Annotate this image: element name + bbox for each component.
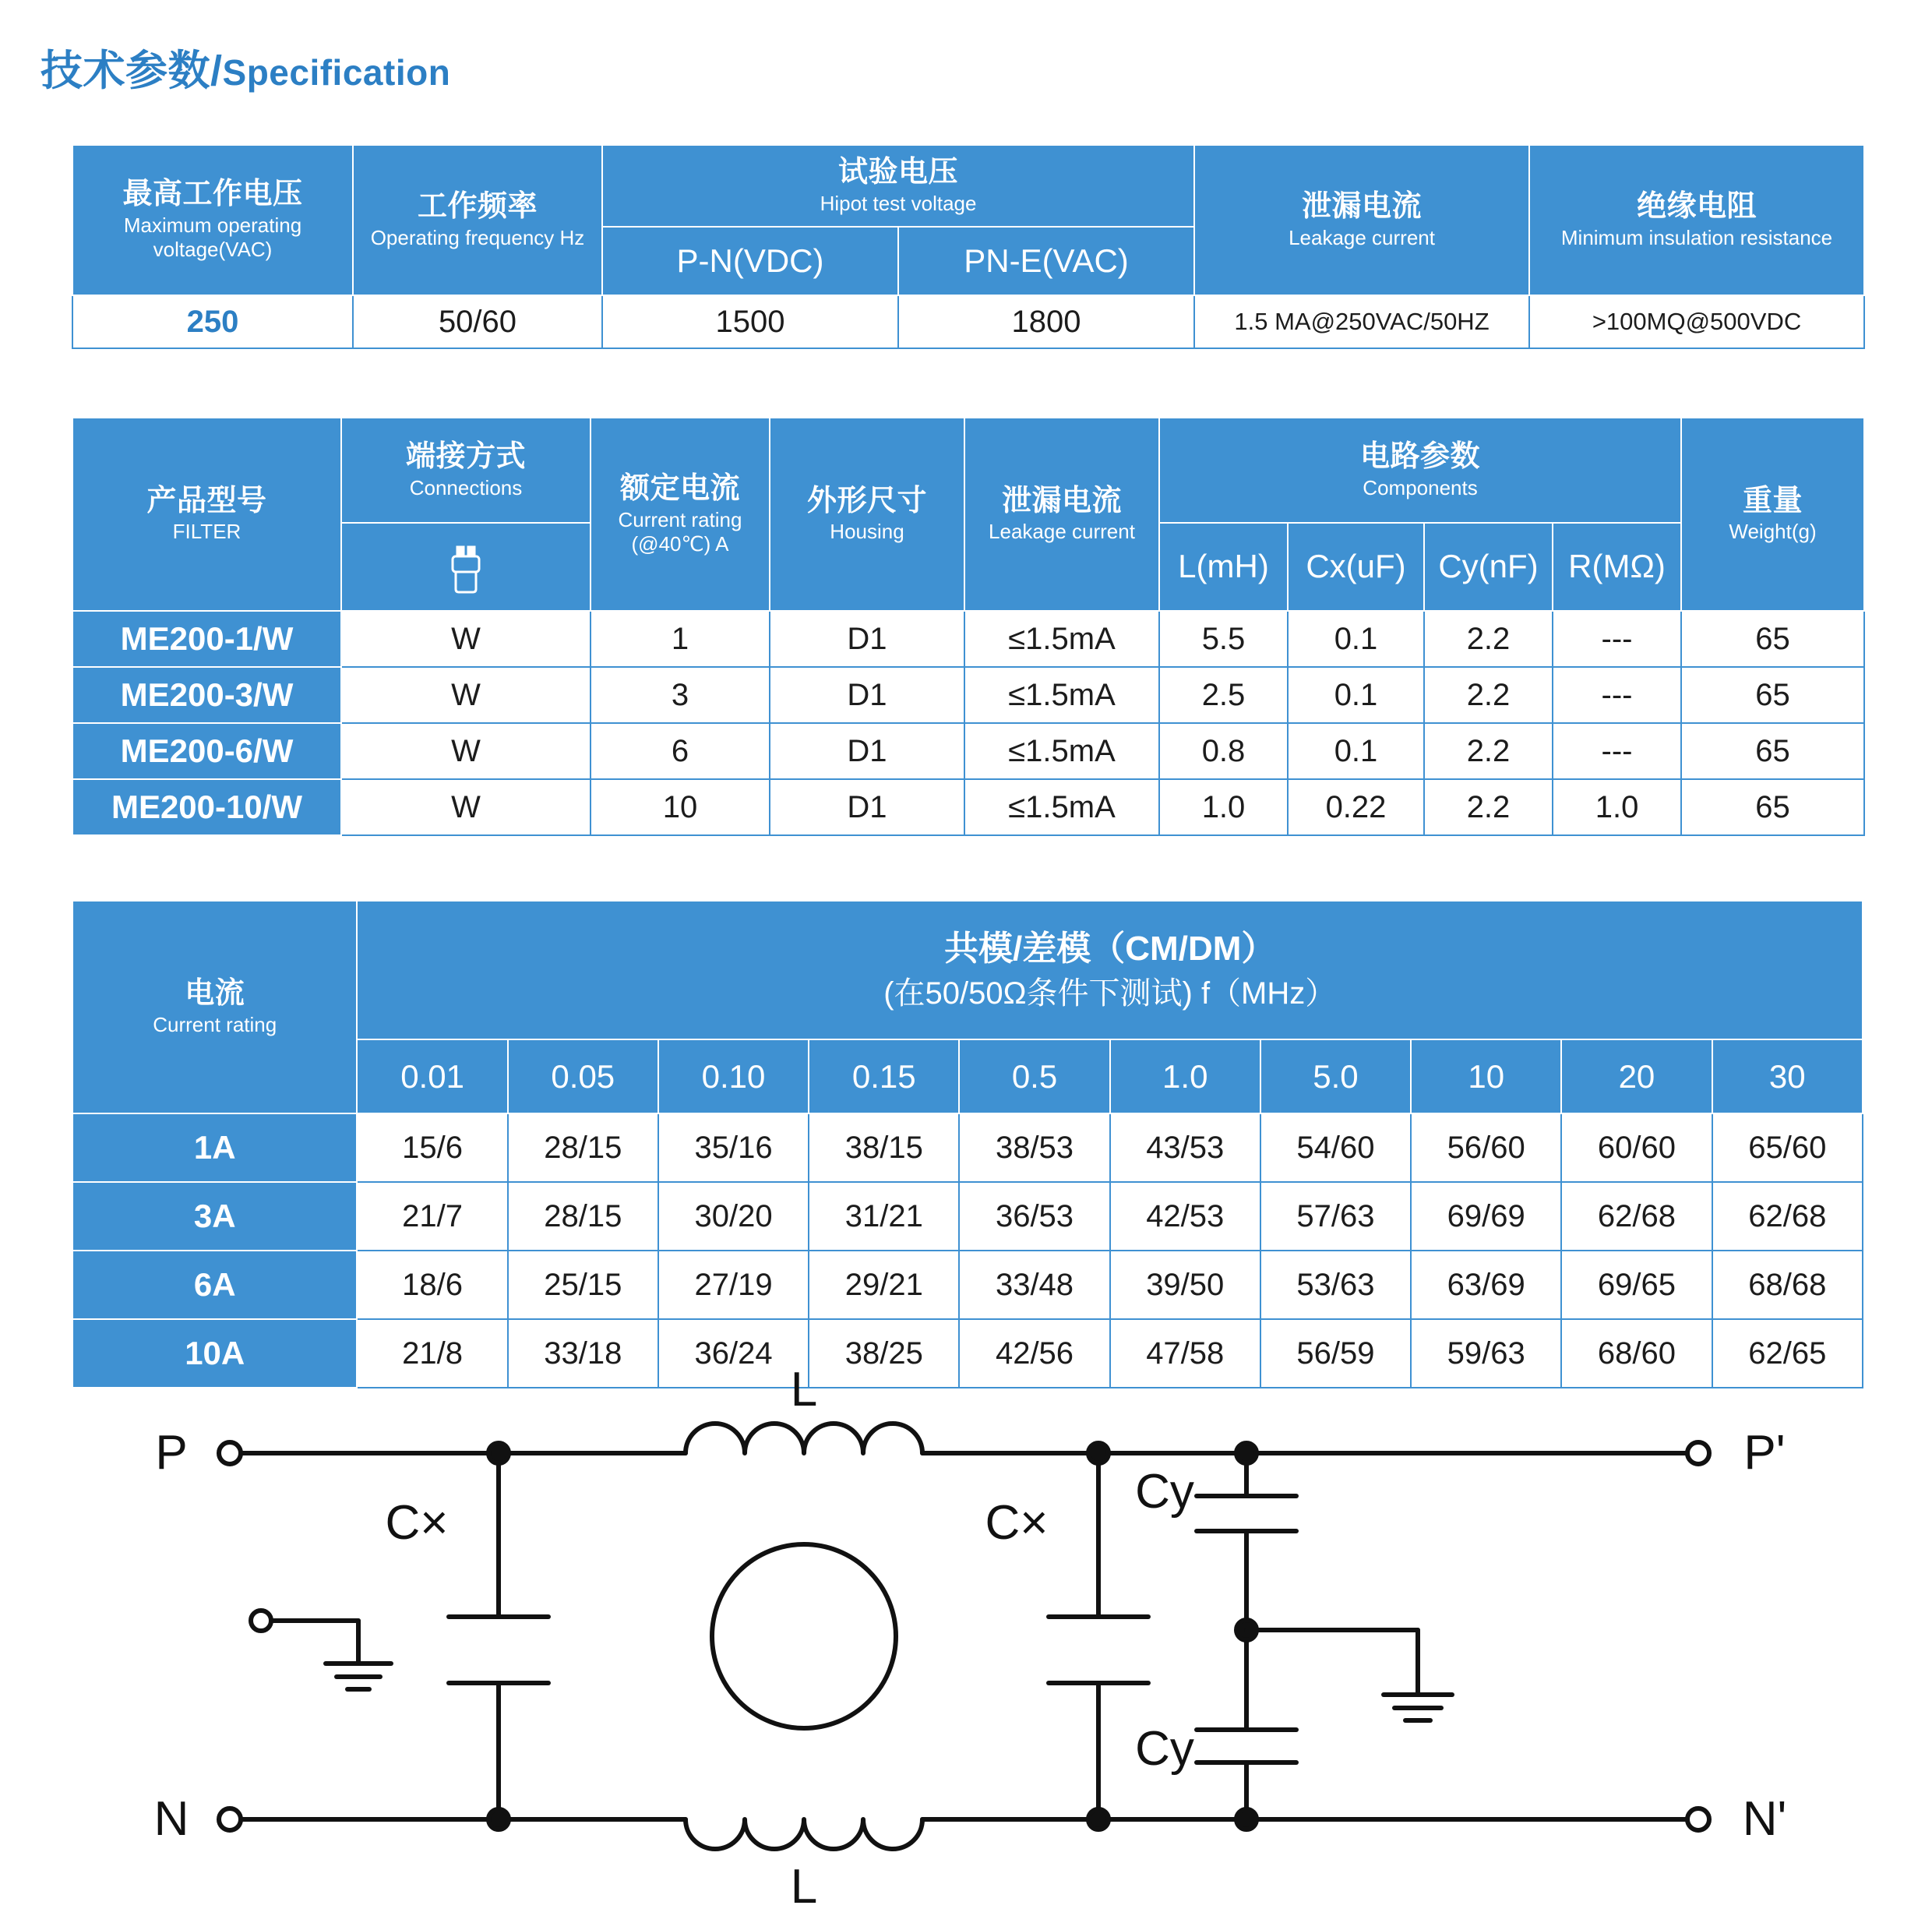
cell-weight: 65 [1681,779,1864,835]
header-housing-en: Housing [830,520,904,544]
header-frequency [353,145,602,295]
table-row [72,1319,1863,1388]
header-weight-cn: 重量 [1743,484,1803,517]
header-r-label: R(MΩ) [1568,548,1666,585]
header-attenuation-current-en: Current rating [153,1012,277,1036]
header-components-en: Components [1363,475,1478,499]
cell-current-label: 1A [72,1113,357,1182]
cell-l: 0.8 [1159,723,1288,779]
electrical-spec-table-wrapper [72,144,1865,349]
junction-dot [488,1443,509,1463]
header-connections [341,418,591,523]
cell-attenuation: 42/56 [959,1319,1109,1388]
header-leakage-current-en: Leakage current [989,520,1135,544]
header-weight [1681,418,1864,611]
header-current-rating-en: Current rating (@40℃) A [618,507,742,556]
page-title-en: Specification [222,52,451,93]
header-r [1553,523,1681,611]
cell-attenuation: 33/48 [959,1251,1109,1319]
cell-attenuation: 25/15 [508,1251,658,1319]
cell-current: 10 [591,779,770,835]
label-p-out: P' [1743,1426,1786,1480]
cell-attenuation: 59/63 [1411,1319,1561,1388]
cell-leakage: ≤1.5mA [964,779,1159,835]
cell-housing: D1 [770,611,964,667]
header-housing-cn: 外形尺寸 [806,484,927,517]
circuit-schematic [140,1363,1792,1914]
header-hipot-pne [898,227,1194,295]
terminal-n-in [219,1808,241,1830]
header-freq-9: 30 [1712,1039,1863,1113]
cell-attenuation: 57/63 [1260,1182,1411,1251]
header-leakage [1194,145,1529,295]
header-hipot-cn: 试验电压 [838,156,959,189]
model-table [72,417,1865,836]
label-cy-top: Cy [1135,1465,1194,1519]
cell-attenuation: 29/21 [809,1251,959,1319]
terminal-p-in [219,1442,241,1464]
cell-attenuation: 62/68 [1712,1182,1863,1251]
value-hipot-pne: 1800 [898,295,1194,348]
header-frequency-cn: 工作频率 [417,190,538,224]
header-hipot-pn-label: P-N(VDC) [676,242,824,279]
plug-icon [342,544,590,595]
attenuation-table [72,900,1863,1388]
terminal-earth-left [251,1611,271,1631]
cell-housing: D1 [770,723,964,779]
header-freq-3: 0.15 [809,1039,959,1113]
electrical-spec-table [72,144,1865,349]
header-components [1159,418,1681,523]
table-row [72,1182,1863,1251]
cell-attenuation: 27/19 [658,1251,809,1319]
header-cmdm-title [357,901,1863,1039]
cell-current: 6 [591,723,770,779]
cell-connection: W [341,723,591,779]
header-cx [1288,523,1424,611]
header-weight-en: Weight(g) [1729,520,1817,544]
header-hipot-pne-label: PN-E(VAC) [964,242,1129,279]
header-cy [1424,523,1553,611]
page-title [41,37,450,97]
cell-attenuation: 63/69 [1411,1251,1561,1319]
label-l-top: L [790,1363,818,1417]
header-freq-2: 0.10 [658,1039,809,1113]
cell-attenuation: 15/6 [357,1113,507,1182]
cell-attenuation: 47/58 [1110,1319,1260,1388]
header-insulation-cn: 绝缘电阻 [1637,190,1757,224]
page-title-cn: 技术参数 [41,48,210,94]
cell-current-label: 10A [72,1319,357,1388]
cell-attenuation: 30/20 [658,1182,809,1251]
cell-attenuation: 68/68 [1712,1251,1863,1319]
value-leakage: 1.5 MA@250VAC/50HZ [1194,295,1529,348]
header-max-voltage-en: Maximum operating voltage(VAC) [123,213,302,262]
header-freq-5: 1.0 [1110,1039,1260,1113]
junction-dot [1236,1809,1257,1829]
cell-attenuation: 42/53 [1110,1182,1260,1251]
header-cmdm-line2: (在50/50Ω条件下测试) f（MHz） [883,976,1337,1011]
header-model-cn: 产品型号 [146,484,267,517]
cell-attenuation: 56/60 [1411,1113,1561,1182]
header-freq-7: 10 [1411,1039,1561,1113]
cell-attenuation: 68/60 [1561,1319,1712,1388]
cell-weight: 65 [1681,667,1864,723]
header-insulation-en: Minimum insulation resistance [1560,225,1833,249]
cell-r: --- [1553,611,1681,667]
cell-attenuation: 36/24 [658,1319,809,1388]
header-leakage-current [964,418,1159,611]
label-cx-left: C× [385,1496,449,1550]
header-connections-en: Connections [409,475,523,499]
cell-l: 2.5 [1159,667,1288,723]
cell-attenuation: 21/8 [357,1319,507,1388]
header-connections-cn: 端接方式 [405,440,526,474]
header-attenuation-current [72,901,357,1113]
cell-cx: 0.22 [1288,779,1424,835]
header-freq-0: 0.01 [357,1039,507,1113]
cell-attenuation: 38/25 [809,1319,959,1388]
header-freq-8: 20 [1561,1039,1712,1113]
header-components-cn: 电路参数 [1360,440,1481,474]
header-cx-label: Cx(uF) [1306,548,1406,585]
cell-l: 5.5 [1159,611,1288,667]
header-hipot-pn [602,227,898,295]
value-max-voltage: 250 [72,295,353,348]
cell-connection: W [341,611,591,667]
label-n-in: N [153,1792,189,1846]
value-hipot-pn: 1500 [602,295,898,348]
cell-connection: W [341,667,591,723]
cell-attenuation: 69/65 [1561,1251,1712,1319]
cell-attenuation: 21/7 [357,1182,507,1251]
cell-attenuation: 28/15 [508,1182,658,1251]
terminal-p-out [1687,1442,1709,1464]
header-max-voltage-cn: 最高工作电压 [122,178,303,211]
cell-r: --- [1553,667,1681,723]
cell-attenuation: 18/6 [357,1251,507,1319]
header-leakage-cn: 泄漏电流 [1302,190,1423,224]
value-frequency: 50/60 [353,295,602,348]
value-insulation: >100MQ@500VDC [1529,295,1864,348]
cell-housing: D1 [770,779,964,835]
label-cy-bottom: Cy [1135,1722,1194,1776]
cell-attenuation: 69/69 [1411,1182,1561,1251]
cell-attenuation: 62/68 [1561,1182,1712,1251]
model-table-wrapper [72,417,1865,836]
label-l-bottom: L [790,1860,818,1914]
header-freq-6: 5.0 [1260,1039,1411,1113]
cell-attenuation: 60/60 [1561,1113,1712,1182]
cell-leakage: ≤1.5mA [964,723,1159,779]
header-attenuation-current-cn: 电流 [185,977,245,1011]
label-p-in: P [155,1426,188,1480]
cell-r: --- [1553,723,1681,779]
header-connections-icon-cell [341,523,591,611]
cell-weight: 65 [1681,611,1864,667]
cell-attenuation: 35/16 [658,1113,809,1182]
cell-attenuation: 62/65 [1712,1319,1863,1388]
header-freq-4: 0.5 [959,1039,1109,1113]
cell-model: ME200-3/W [72,667,341,723]
cell-attenuation: 54/60 [1260,1113,1411,1182]
cell-current-label: 3A [72,1182,357,1251]
cell-l: 1.0 [1159,779,1288,835]
junction-dot [1088,1809,1109,1829]
cell-current-label: 6A [72,1251,357,1319]
table-row [72,667,1864,723]
cell-leakage: ≤1.5mA [964,611,1159,667]
cell-attenuation: 28/15 [508,1113,658,1182]
table-row [72,611,1864,667]
table-row [72,1113,1863,1182]
junction-dot [1088,1443,1109,1463]
cell-cx: 0.1 [1288,723,1424,779]
cell-attenuation: 38/53 [959,1113,1109,1182]
header-insulation [1529,145,1864,295]
cell-attenuation: 53/63 [1260,1251,1411,1319]
cell-attenuation: 56/59 [1260,1319,1411,1388]
cell-connection: W [341,779,591,835]
header-cy-label: Cy(nF) [1438,548,1539,585]
cell-attenuation: 65/60 [1712,1113,1863,1182]
junction-dot [1236,1443,1257,1463]
header-l [1159,523,1288,611]
header-freq-1: 0.05 [508,1039,658,1113]
header-hipot [602,145,1194,227]
table-row [72,779,1864,835]
cell-r: 1.0 [1553,779,1681,835]
attenuation-table-wrapper [72,900,1863,1388]
cell-attenuation: 36/53 [959,1182,1109,1251]
cell-housing: D1 [770,667,964,723]
cell-current: 3 [591,667,770,723]
cell-weight: 65 [1681,723,1864,779]
cell-cy: 2.2 [1424,667,1553,723]
label-cx-right: C× [985,1496,1049,1550]
cell-cy: 2.2 [1424,779,1553,835]
cell-attenuation: 31/21 [809,1182,959,1251]
header-current-rating-cn: 额定电流 [619,471,740,505]
header-housing [770,418,964,611]
header-leakage-en: Leakage current [1289,225,1435,249]
header-current-rating [591,418,770,611]
junction-dot [488,1809,509,1829]
cell-cx: 0.1 [1288,611,1424,667]
cell-model: ME200-1/W [72,611,341,667]
cell-model: ME200-10/W [72,779,341,835]
table-row [72,1251,1863,1319]
page-title-separator: / [210,48,223,94]
terminal-n-out [1687,1808,1709,1830]
header-frequency-en: Operating frequency Hz [370,225,585,249]
cell-attenuation: 43/53 [1110,1113,1260,1182]
cell-attenuation: 33/18 [508,1319,658,1388]
label-n-out: N' [1742,1792,1787,1846]
cell-cx: 0.1 [1288,667,1424,723]
header-model [72,418,341,611]
header-max-voltage [72,145,353,295]
cell-cy: 2.2 [1424,723,1553,779]
header-model-en: FILTER [172,520,242,544]
cell-attenuation: 38/15 [809,1113,959,1182]
cell-leakage: ≤1.5mA [964,667,1159,723]
header-l-label: L(mH) [1178,548,1269,585]
table-row [72,723,1864,779]
header-cmdm-line1: 共模/差模（CM/DM） [944,930,1276,969]
header-leakage-current-cn: 泄漏电流 [1001,484,1122,517]
cell-attenuation: 39/50 [1110,1251,1260,1319]
cell-model: ME200-6/W [72,723,341,779]
header-hipot-en: Hipot test voltage [820,191,977,215]
cell-current: 1 [591,611,770,667]
cell-cy: 2.2 [1424,611,1553,667]
